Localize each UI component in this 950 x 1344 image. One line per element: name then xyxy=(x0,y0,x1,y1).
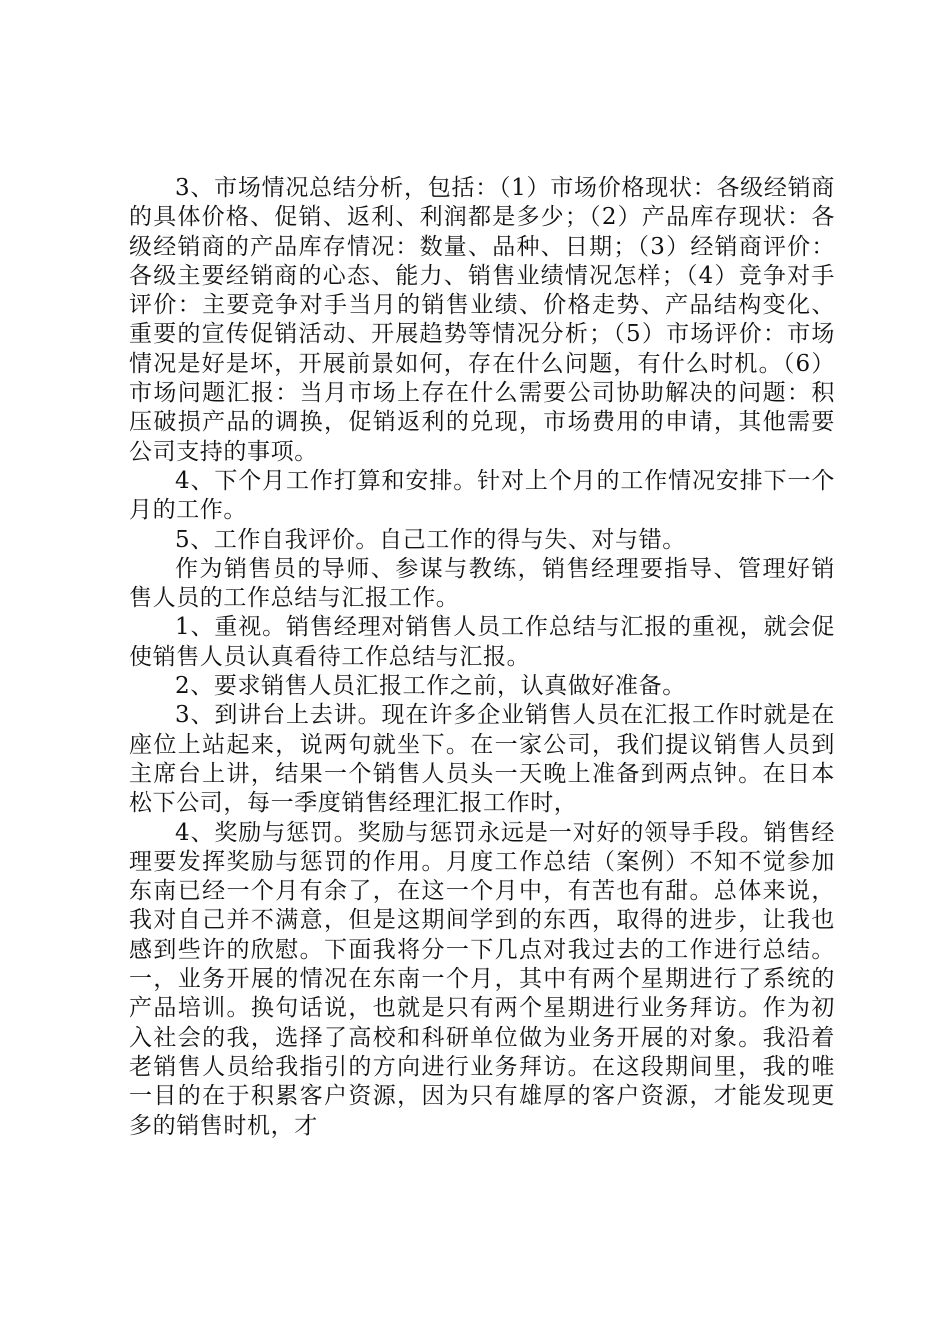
paragraph-podium: 3、到讲台上去讲。现在许多企业销售人员在汇报工作时就是在座位上站起来，说两句就坐下。在一家公司，我们提议销售人员到主席台上讲，结果一个销售人员头一天晚上准备到两点钟。在日本松下公司，每一季度销售经理汇报工作时， xyxy=(129,702,835,817)
document-body xyxy=(129,174,835,1141)
paragraph-attention: 1、重视。销售经理对销售人员工作总结与汇报的重视，就会促使销售人员认真看待工作总结与汇报。 xyxy=(129,614,835,670)
paragraph-preparation: 2、要求销售人员汇报工作之前，认真做好准备。 xyxy=(175,673,686,700)
paragraph-manager-role: 作为销售员的导师、参谋与教练，销售经理要指导、管理好销售人员的工作总结与汇报工作。 xyxy=(129,555,835,612)
paragraph-market-analysis: 3、市场情况总结分析，包括：（1）市场价格现状：各级经销商的具体价格、促销、返利、利润都是多少；（2）产品库存现状：各级经销商的产品库存情况：数量、品种、日期；（3）经销商评价：各级主要经销商的心态、能力、销售业绩情况怎样；（4）竞争对手评价：主要竞争对手当月的销售业绩、价格走势、产品结构变化、重要的宣传促销活动、开展趋势等情况分析；（5）市场评价：市场情况是好是坏，开展前景如何，存在什么问题，有什么时机。（6）市场问题汇报：当月市场上存在什么需要公司协助解决的问题：积压破损产品的调换，促销返利的兑现，市场费用的申请，其他需要公司支持的事项。 xyxy=(129,175,835,465)
paragraph-self-evaluation: 5、工作自我评价。自己工作的得与失、对与错。 xyxy=(175,526,686,553)
paragraph-next-month-plan: 4、下个月工作打算和安排。针对上个月的工作情况安排下一个月的工作。 xyxy=(129,467,835,524)
paragraph-reward-punishment: 4、奖励与惩罚。奖励与惩罚永远是一对好的领导手段。销售经理要发挥奖励与惩罚的作用。月度工作总结（案例）不知不觉参加东南已经一个月有余了，在这一个月中，有苦也有甜。总体来说，我对自己并不满意，但是这期间学到的东西，取得的进步，让我也感到些许的欣慰。下面我将分一下几点对我过去的工作进行总结。一，业务开展的情况在东南一个月，其中有两个星期进行了系统的产品培训。换句话说，也就是只有两个星期进行业务拜访。作为初入社会的我，选择了高校和科研单位做为业务开展的对象。我沿着老销售人员给我指引的方向进行业务拜访。在这段期间里，我的唯一目的在于积累客户资源，因为只有雄厚的客户资源，才能发现更多的销售时机，才 xyxy=(129,819,835,1139)
